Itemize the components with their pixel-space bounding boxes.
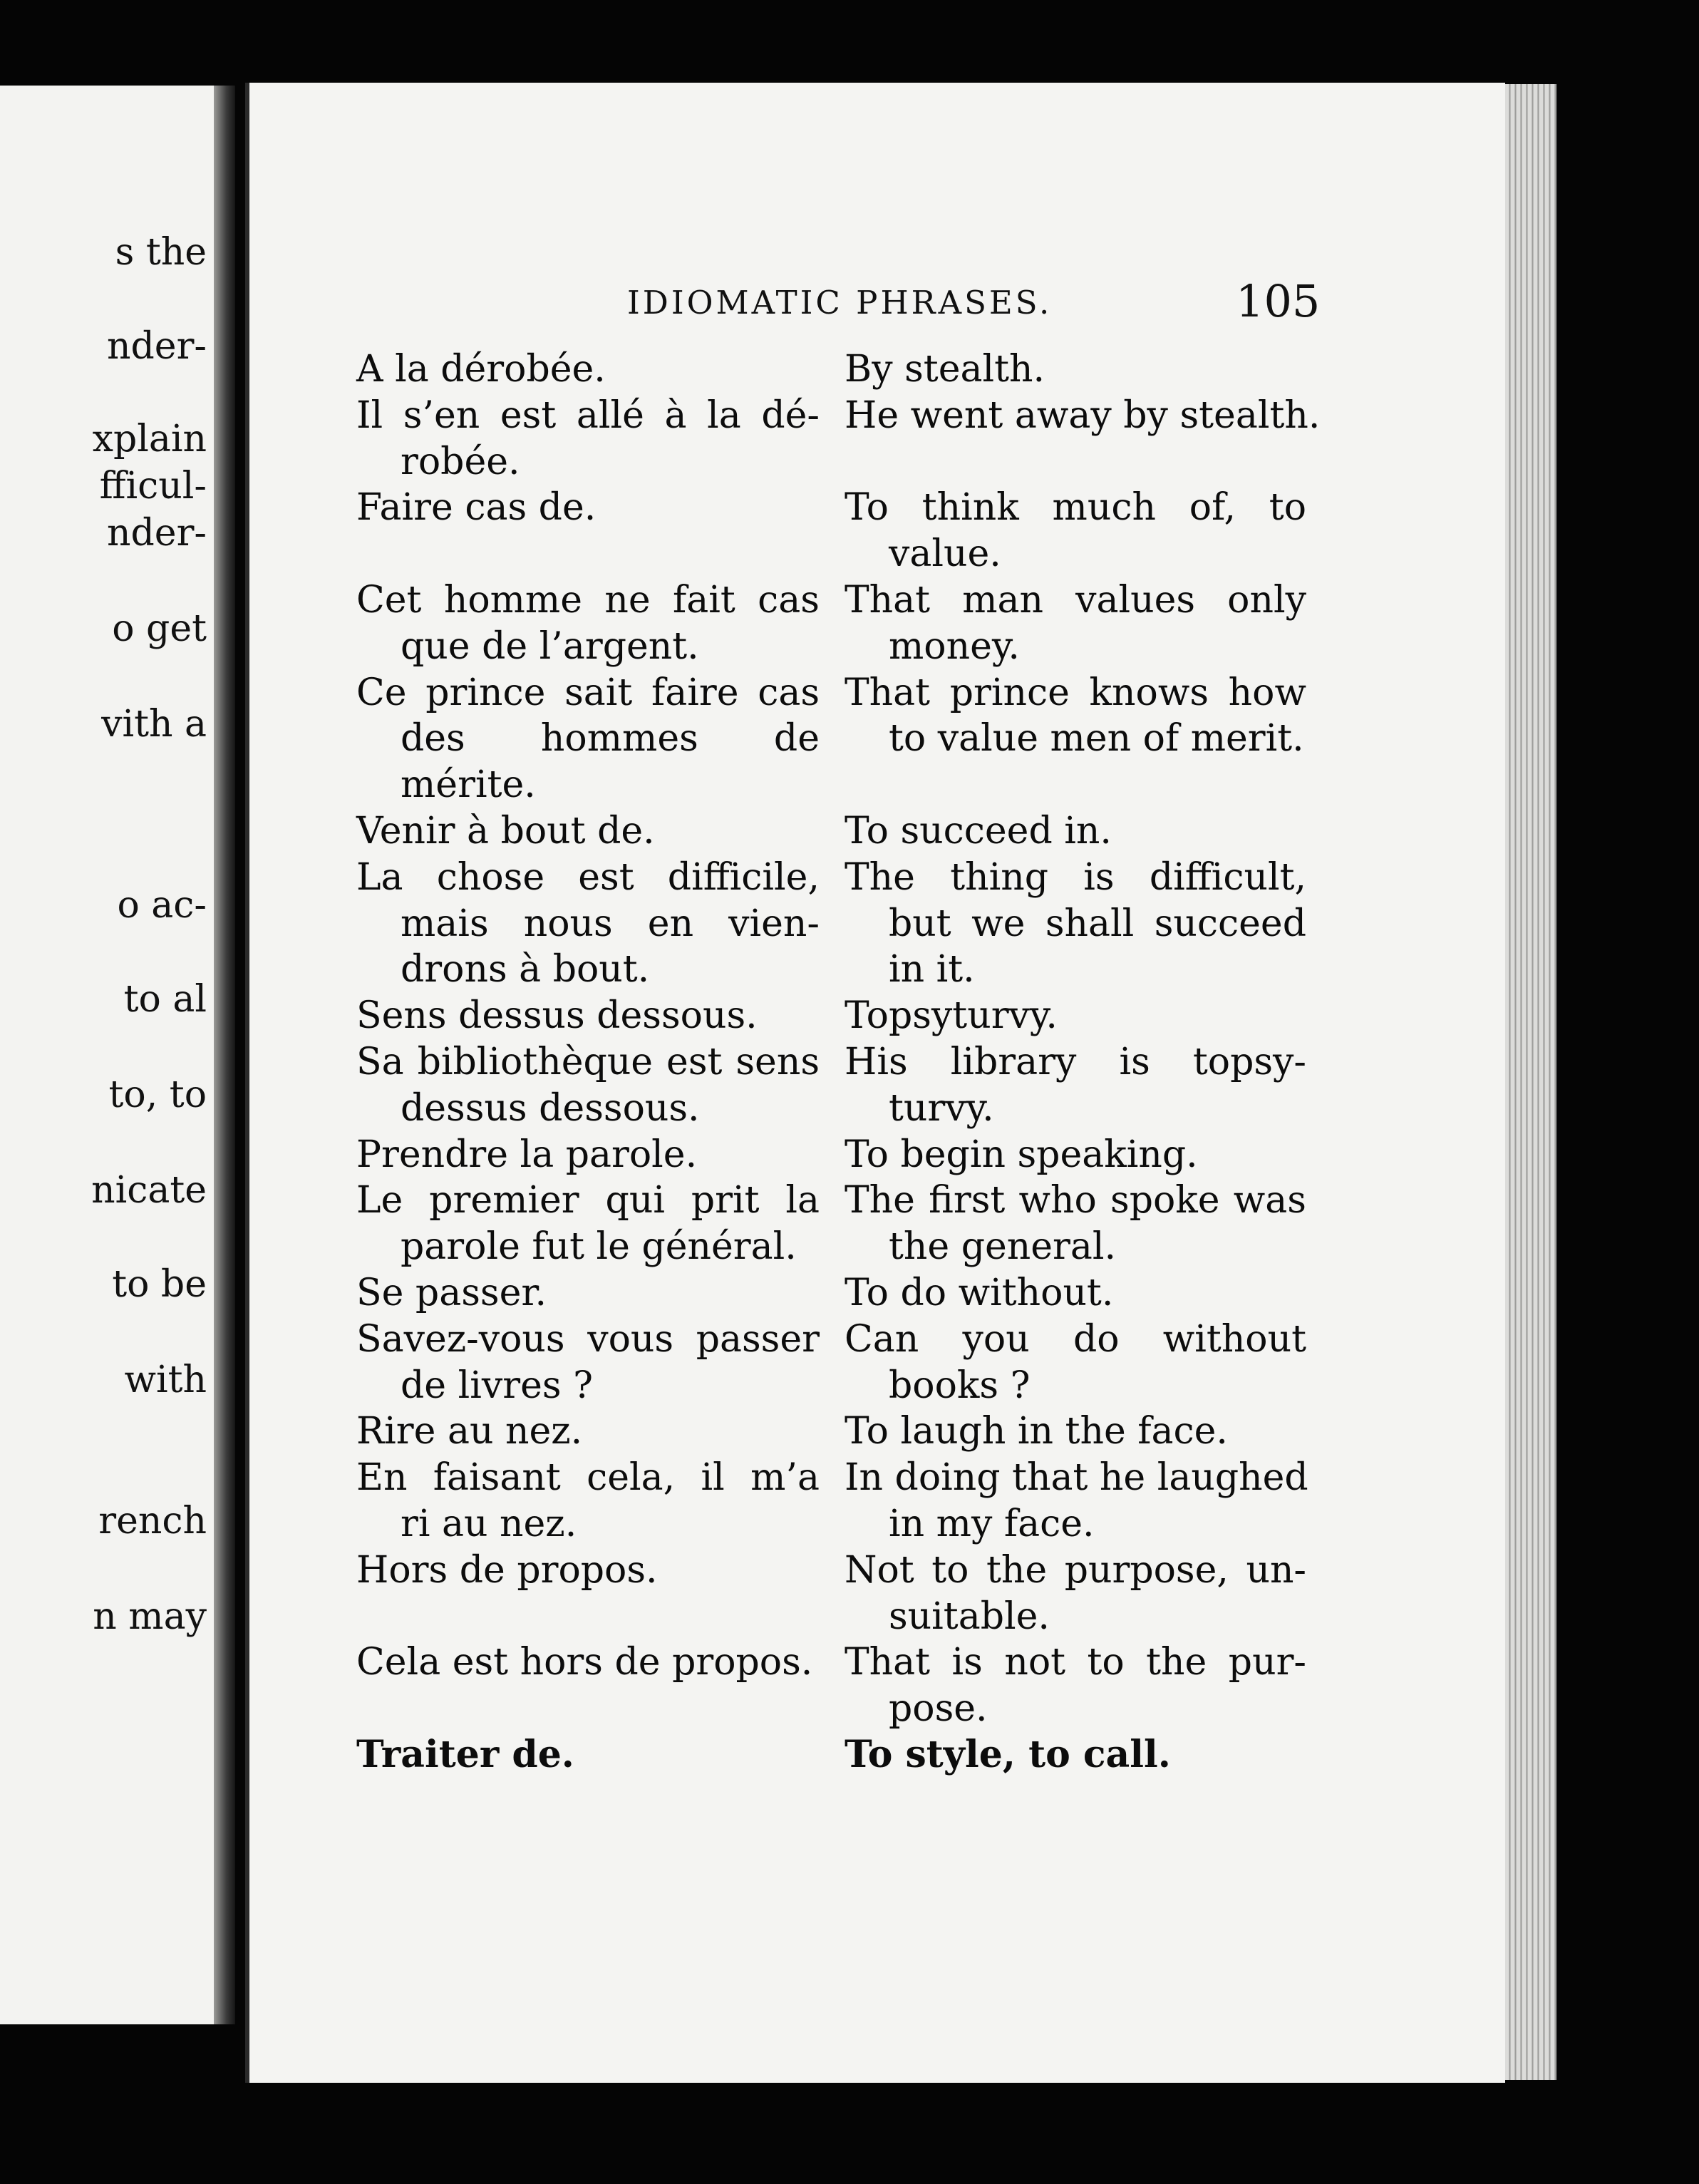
english-translation-entry: [845, 1455, 1306, 1547]
english-translation-line: That prince knows how: [845, 671, 1306, 714]
french-phrase-entry: [356, 808, 820, 855]
previous-page-fragment: with: [124, 1359, 207, 1401]
french-phrase-entry: [356, 1039, 820, 1132]
previous-page-fragment: vith a: [101, 703, 207, 746]
english-translation-entry: [845, 855, 1306, 993]
french-phrase-entry: [356, 1408, 820, 1455]
previous-page-fragment: o ac-: [117, 884, 207, 927]
previous-page-fragment: nder-: [107, 512, 207, 555]
english-translation-entry: [845, 1178, 1306, 1270]
previous-page-fragment: fficul-: [99, 465, 207, 508]
english-translation-line: Can you do without: [845, 1317, 1306, 1361]
french-phrase-line: A la dérobée.: [356, 348, 606, 391]
french-phrase-line: de livres ?: [401, 1364, 593, 1407]
french-phrase-line: Prendre la parole.: [356, 1133, 698, 1176]
book-gutter: [214, 86, 235, 2024]
running-head: IDIOMATIC PHRASES.: [627, 284, 1053, 321]
english-translation-line: the general.: [889, 1225, 1117, 1269]
english-translation-line: books ?: [889, 1364, 1031, 1407]
english-translation-line: to value men of merit.: [889, 717, 1304, 761]
french-phrase-line: ri au nez.: [401, 1502, 577, 1545]
english-translation-line: To think much of, to: [845, 486, 1306, 530]
french-phrase-entry: [356, 577, 820, 670]
english-translation-line: His library is topsy-: [845, 1041, 1306, 1083]
english-translation-line: The first who spoke was: [845, 1179, 1306, 1222]
french-phrase-entry: [356, 855, 820, 993]
english-translation-line: That is not to the pur-: [845, 1641, 1306, 1684]
french-phrase-entry: [356, 1732, 820, 1778]
english-translation-line: To laugh in the face.: [845, 1410, 1228, 1453]
english-translation-line: but we shall succeed: [889, 902, 1306, 945]
english-translation-line: He went away by stealth.: [845, 393, 1321, 437]
french-phrase-entry: [356, 1270, 820, 1317]
english-translation-entry: [845, 1270, 1306, 1317]
french-phrase-entry: [356, 346, 820, 393]
page-stack-edge: [1505, 84, 1556, 2080]
french-phrase-line: La chose est difficile,: [356, 855, 820, 899]
french-phrase-entry: [356, 670, 820, 808]
english-translation-entry: [845, 393, 1321, 439]
french-phrase-entry: [356, 1317, 820, 1409]
french-phrase-line: En faisant cela, il m’a: [356, 1456, 820, 1500]
english-translation-entry: [845, 577, 1306, 670]
french-phrase-entry: [356, 993, 820, 1039]
english-translation-entry: [845, 1317, 1306, 1409]
english-translation-entry: [845, 993, 1306, 1039]
english-translation-line: suitable.: [889, 1595, 1050, 1638]
french-phrase-line: Se passer.: [356, 1272, 547, 1314]
previous-page-fragment: rench: [98, 1500, 207, 1542]
french-phrase-line: Il s’en est allé à la dé-: [356, 393, 820, 437]
english-translation-line: To begin speaking.: [845, 1133, 1198, 1176]
french-phrase-entry: [356, 1178, 820, 1270]
english-translation-line: To do without.: [845, 1272, 1114, 1314]
english-translation-entry: [845, 1132, 1306, 1178]
french-phrase-line: Traiter de.: [356, 1733, 574, 1776]
english-translation-line: That man values only: [845, 579, 1306, 622]
french-phrase-entry: [356, 1132, 820, 1178]
english-translation-line: To succeed in.: [845, 810, 1112, 853]
french-phrase-line: mais nous en vien-: [401, 902, 820, 945]
french-phrase-entry: [356, 1639, 820, 1686]
english-translation-entry: [845, 1547, 1306, 1640]
english-translation-entry: [845, 485, 1306, 577]
french-phrase-line: que de l’argent.: [401, 624, 699, 668]
previous-page-fragment: to, to: [108, 1073, 207, 1116]
english-translation-line: in it.: [889, 948, 975, 991]
english-translation-line: value.: [889, 532, 1001, 576]
previous-page-fragment: to al: [123, 978, 207, 1021]
page-number: 105: [1236, 275, 1321, 327]
previous-page-fragment: nicate: [91, 1169, 207, 1212]
french-phrase-line: drons à bout.: [401, 948, 650, 991]
english-translation-line: pose.: [889, 1687, 988, 1731]
french-phrase-line: Venir à bout de.: [356, 810, 655, 853]
french-phrase-entry: [356, 1547, 820, 1594]
previous-page-fragment: o get: [112, 607, 207, 650]
english-translation-entry: [845, 1732, 1306, 1778]
french-phrase-line: Le premier qui prit la: [356, 1179, 820, 1222]
english-translation-line: money.: [889, 624, 1020, 668]
french-phrase-line: dessus dessous.: [401, 1086, 700, 1130]
english-translation-line: By stealth.: [845, 348, 1045, 391]
french-phrase-line: Rire au nez.: [356, 1410, 583, 1453]
french-phrase-entry: [356, 485, 820, 531]
english-translation-entry: [845, 1039, 1306, 1132]
french-phrase-line: Faire cas de.: [356, 486, 597, 530]
english-translation-entry: [845, 808, 1306, 855]
french-phrase-entry: [356, 393, 820, 485]
previous-page-fragment: xplain: [92, 418, 207, 460]
english-translation-entry: [845, 346, 1306, 393]
french-phrase-line: Sa bibliothèque est sens: [356, 1041, 820, 1083]
english-translation-line: Topsyturvy.: [845, 994, 1058, 1038]
french-phrase-line: Sens dessus dessous.: [356, 994, 758, 1038]
french-phrase-line: Cet homme ne fait cas: [356, 579, 820, 622]
french-phrase-line: des hommes de: [401, 717, 820, 761]
english-translation-line: in my face.: [889, 1502, 1095, 1545]
french-phrase-line: robée.: [401, 440, 520, 483]
french-phrase-line: Savez-vous vous passer: [356, 1317, 820, 1361]
english-translation-line: The thing is difficult,: [845, 855, 1306, 899]
previous-page-fragment: n may: [93, 1595, 207, 1638]
french-phrase-line: parole fut le général.: [401, 1225, 797, 1269]
french-phrase-entry: [356, 1455, 820, 1547]
english-translation-line: In doing that he laughed: [845, 1456, 1308, 1500]
previous-page-edge: [0, 86, 220, 2024]
english-translation-entry: [845, 1639, 1306, 1732]
french-phrase-line: mérite.: [401, 763, 536, 807]
french-phrase-line: Ce prince sait faire cas: [356, 671, 820, 714]
previous-page-fragment: to be: [112, 1263, 207, 1306]
french-phrase-line: Cela est hors de propos.: [356, 1641, 813, 1684]
previous-page-fragment: s the: [115, 231, 207, 274]
french-phrase-line: Hors de propos.: [356, 1548, 658, 1592]
english-translation-line: turvy.: [889, 1086, 994, 1130]
previous-page-fragment: nder-: [107, 325, 207, 368]
english-translation-line: To style, to call.: [845, 1733, 1171, 1776]
english-translation-entry: [845, 670, 1306, 763]
english-translation-line: Not to the purpose, un-: [845, 1548, 1306, 1592]
english-translation-entry: [845, 1408, 1306, 1455]
